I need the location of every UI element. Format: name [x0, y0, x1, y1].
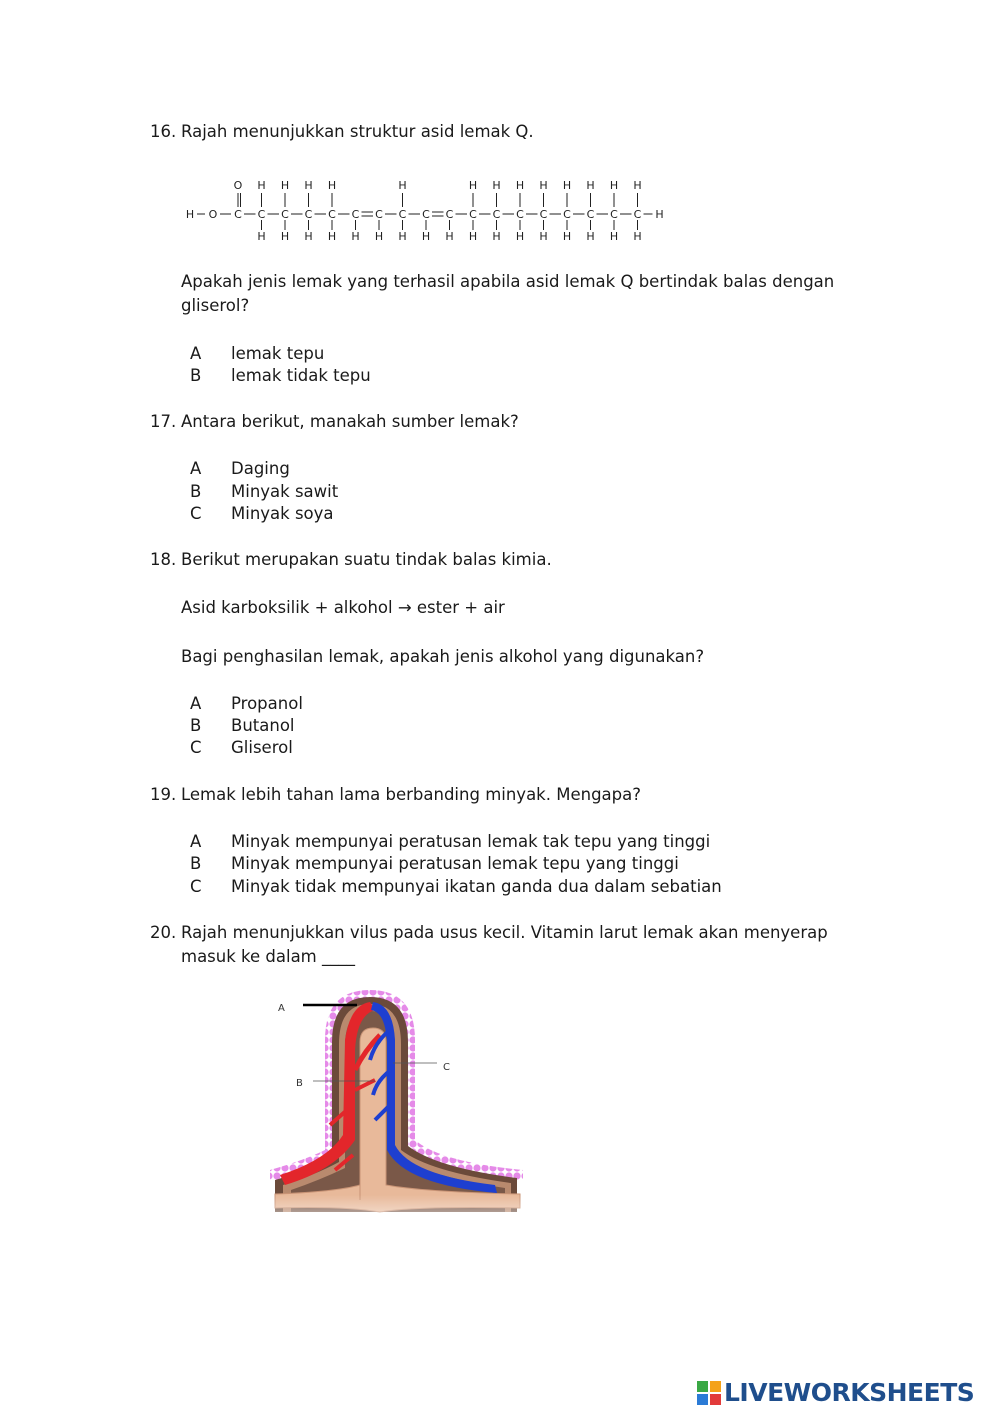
question-number: 18.: [150, 550, 177, 569]
atom-h: H: [562, 230, 572, 243]
option-text[interactable]: Gliserol: [231, 738, 293, 757]
brand-name: LIVEWORKSHEETS: [724, 1378, 975, 1407]
atom-c: C: [328, 208, 336, 221]
atom-h: H: [586, 179, 595, 192]
atom-h: H: [586, 230, 595, 243]
atom-h: H: [257, 230, 266, 243]
option-text[interactable]: Minyak mempunyai peratusan lemak tak tepu yang tinggi: [231, 832, 711, 851]
atom-o: O: [208, 208, 218, 221]
option-letter: A: [190, 694, 202, 713]
option-letter: A: [190, 832, 202, 851]
option-letter: B: [190, 854, 202, 873]
atom-c: C: [563, 208, 571, 221]
atom-h: H: [280, 230, 290, 243]
liveworksheets-logo-icon: [697, 1381, 721, 1405]
label-c: C: [443, 1062, 450, 1073]
atom-h: H: [351, 230, 360, 243]
question-text: Lemak lebih tahan lama berbanding minyak. Mengapa?: [181, 785, 642, 804]
atom-c: C: [445, 208, 454, 221]
liveworksheets-logo[interactable]: [697, 1378, 997, 1408]
atom-h: H: [539, 230, 548, 243]
atom-c: C: [257, 208, 266, 221]
atom-h: H: [280, 179, 290, 192]
atom-h: H: [492, 230, 501, 243]
atom-h: H: [257, 179, 266, 192]
atom-c: C: [610, 208, 618, 221]
atom-h: H: [633, 179, 642, 192]
label-b: B: [296, 1078, 303, 1089]
atom-h: H: [515, 179, 525, 192]
atom-h: H: [398, 179, 407, 192]
atom-c: C: [375, 208, 383, 221]
villus-diagram: [265, 980, 530, 1220]
atom-o: O: [233, 179, 243, 192]
atom-c: C: [351, 208, 360, 221]
atom-h: H: [327, 230, 337, 243]
atom-h: H: [468, 179, 478, 192]
option-letter: A: [190, 459, 202, 478]
atom-c: C: [304, 208, 313, 221]
option-letter: C: [190, 877, 202, 896]
question-followup: Apakah jenis lemak yang terhasil apabila asid lemak Q bertindak balas dengan: [181, 272, 835, 291]
option-text[interactable]: Minyak tidak mempunyai ikatan ganda dua dalam sebatian: [231, 877, 722, 896]
question-number: 16.: [150, 122, 177, 141]
atom-h: H: [515, 230, 525, 243]
option-text[interactable]: Minyak mempunyai peratusan lemak tepu yang tinggi: [231, 854, 679, 873]
question-text: masuk ke dalam ____: [181, 947, 355, 966]
question-text: Antara berikut, manakah sumber lemak?: [181, 412, 519, 431]
option-letter: C: [190, 738, 202, 757]
atom-c: C: [539, 208, 548, 221]
option-letter: B: [190, 716, 202, 735]
atom-h: H: [539, 179, 548, 192]
option-text[interactable]: Propanol: [231, 694, 303, 713]
atom-h: H: [327, 179, 337, 192]
question-number: 20.: [150, 923, 177, 942]
chemical-equation: Asid karboksilik + alkohol → ester + air: [181, 598, 505, 617]
atom-h: H: [304, 179, 313, 192]
atom-h: H: [398, 230, 407, 243]
option-letter: A: [190, 344, 202, 363]
atom-c: C: [469, 208, 477, 221]
atom-c: C: [422, 208, 430, 221]
option-text[interactable]: Daging: [231, 459, 290, 478]
question-text: Rajah menunjukkan struktur asid lemak Q.: [181, 122, 534, 141]
question-followup: Bagi penghasilan lemak, apakah jenis alkohol yang digunakan?: [181, 647, 705, 666]
atom-h: H: [445, 230, 454, 243]
atom-h: H: [655, 208, 664, 221]
fatty-acid-structure-diagram: [180, 172, 680, 252]
atom-h: H: [633, 230, 642, 243]
atom-h: H: [185, 208, 195, 221]
question-number: 17.: [150, 412, 177, 431]
atom-h: H: [492, 179, 501, 192]
option-text[interactable]: Butanol: [231, 716, 295, 735]
label-a: A: [278, 1003, 285, 1014]
atom-c: C: [492, 208, 501, 221]
atom-c: C: [281, 208, 289, 221]
atom-h: H: [421, 230, 431, 243]
option-letter: C: [190, 504, 202, 523]
atom-c: C: [633, 208, 642, 221]
option-letter: B: [190, 482, 202, 501]
atom-h: H: [609, 230, 619, 243]
atom-h: H: [468, 230, 478, 243]
atom-c: C: [516, 208, 524, 221]
option-text[interactable]: Minyak soya: [231, 504, 334, 523]
atom-h: H: [562, 179, 572, 192]
atom-c: C: [398, 208, 407, 221]
option-text[interactable]: lemak tidak tepu: [231, 366, 371, 385]
atom-h: H: [304, 230, 313, 243]
question-text: Berikut merupakan suatu tindak balas kimia.: [181, 550, 552, 569]
option-text[interactable]: lemak tepu: [231, 344, 325, 363]
question-text: Rajah menunjukkan vilus pada usus kecil. Vitamin larut lemak akan menyerap: [181, 923, 828, 942]
question-followup: gliserol?: [181, 296, 250, 315]
atom-c: C: [586, 208, 595, 221]
atom-h: H: [374, 230, 384, 243]
option-letter: B: [190, 366, 202, 385]
question-number: 19.: [150, 785, 177, 804]
atom-h: H: [609, 179, 619, 192]
atom-c: C: [234, 208, 242, 221]
option-text[interactable]: Minyak sawit: [231, 482, 339, 501]
